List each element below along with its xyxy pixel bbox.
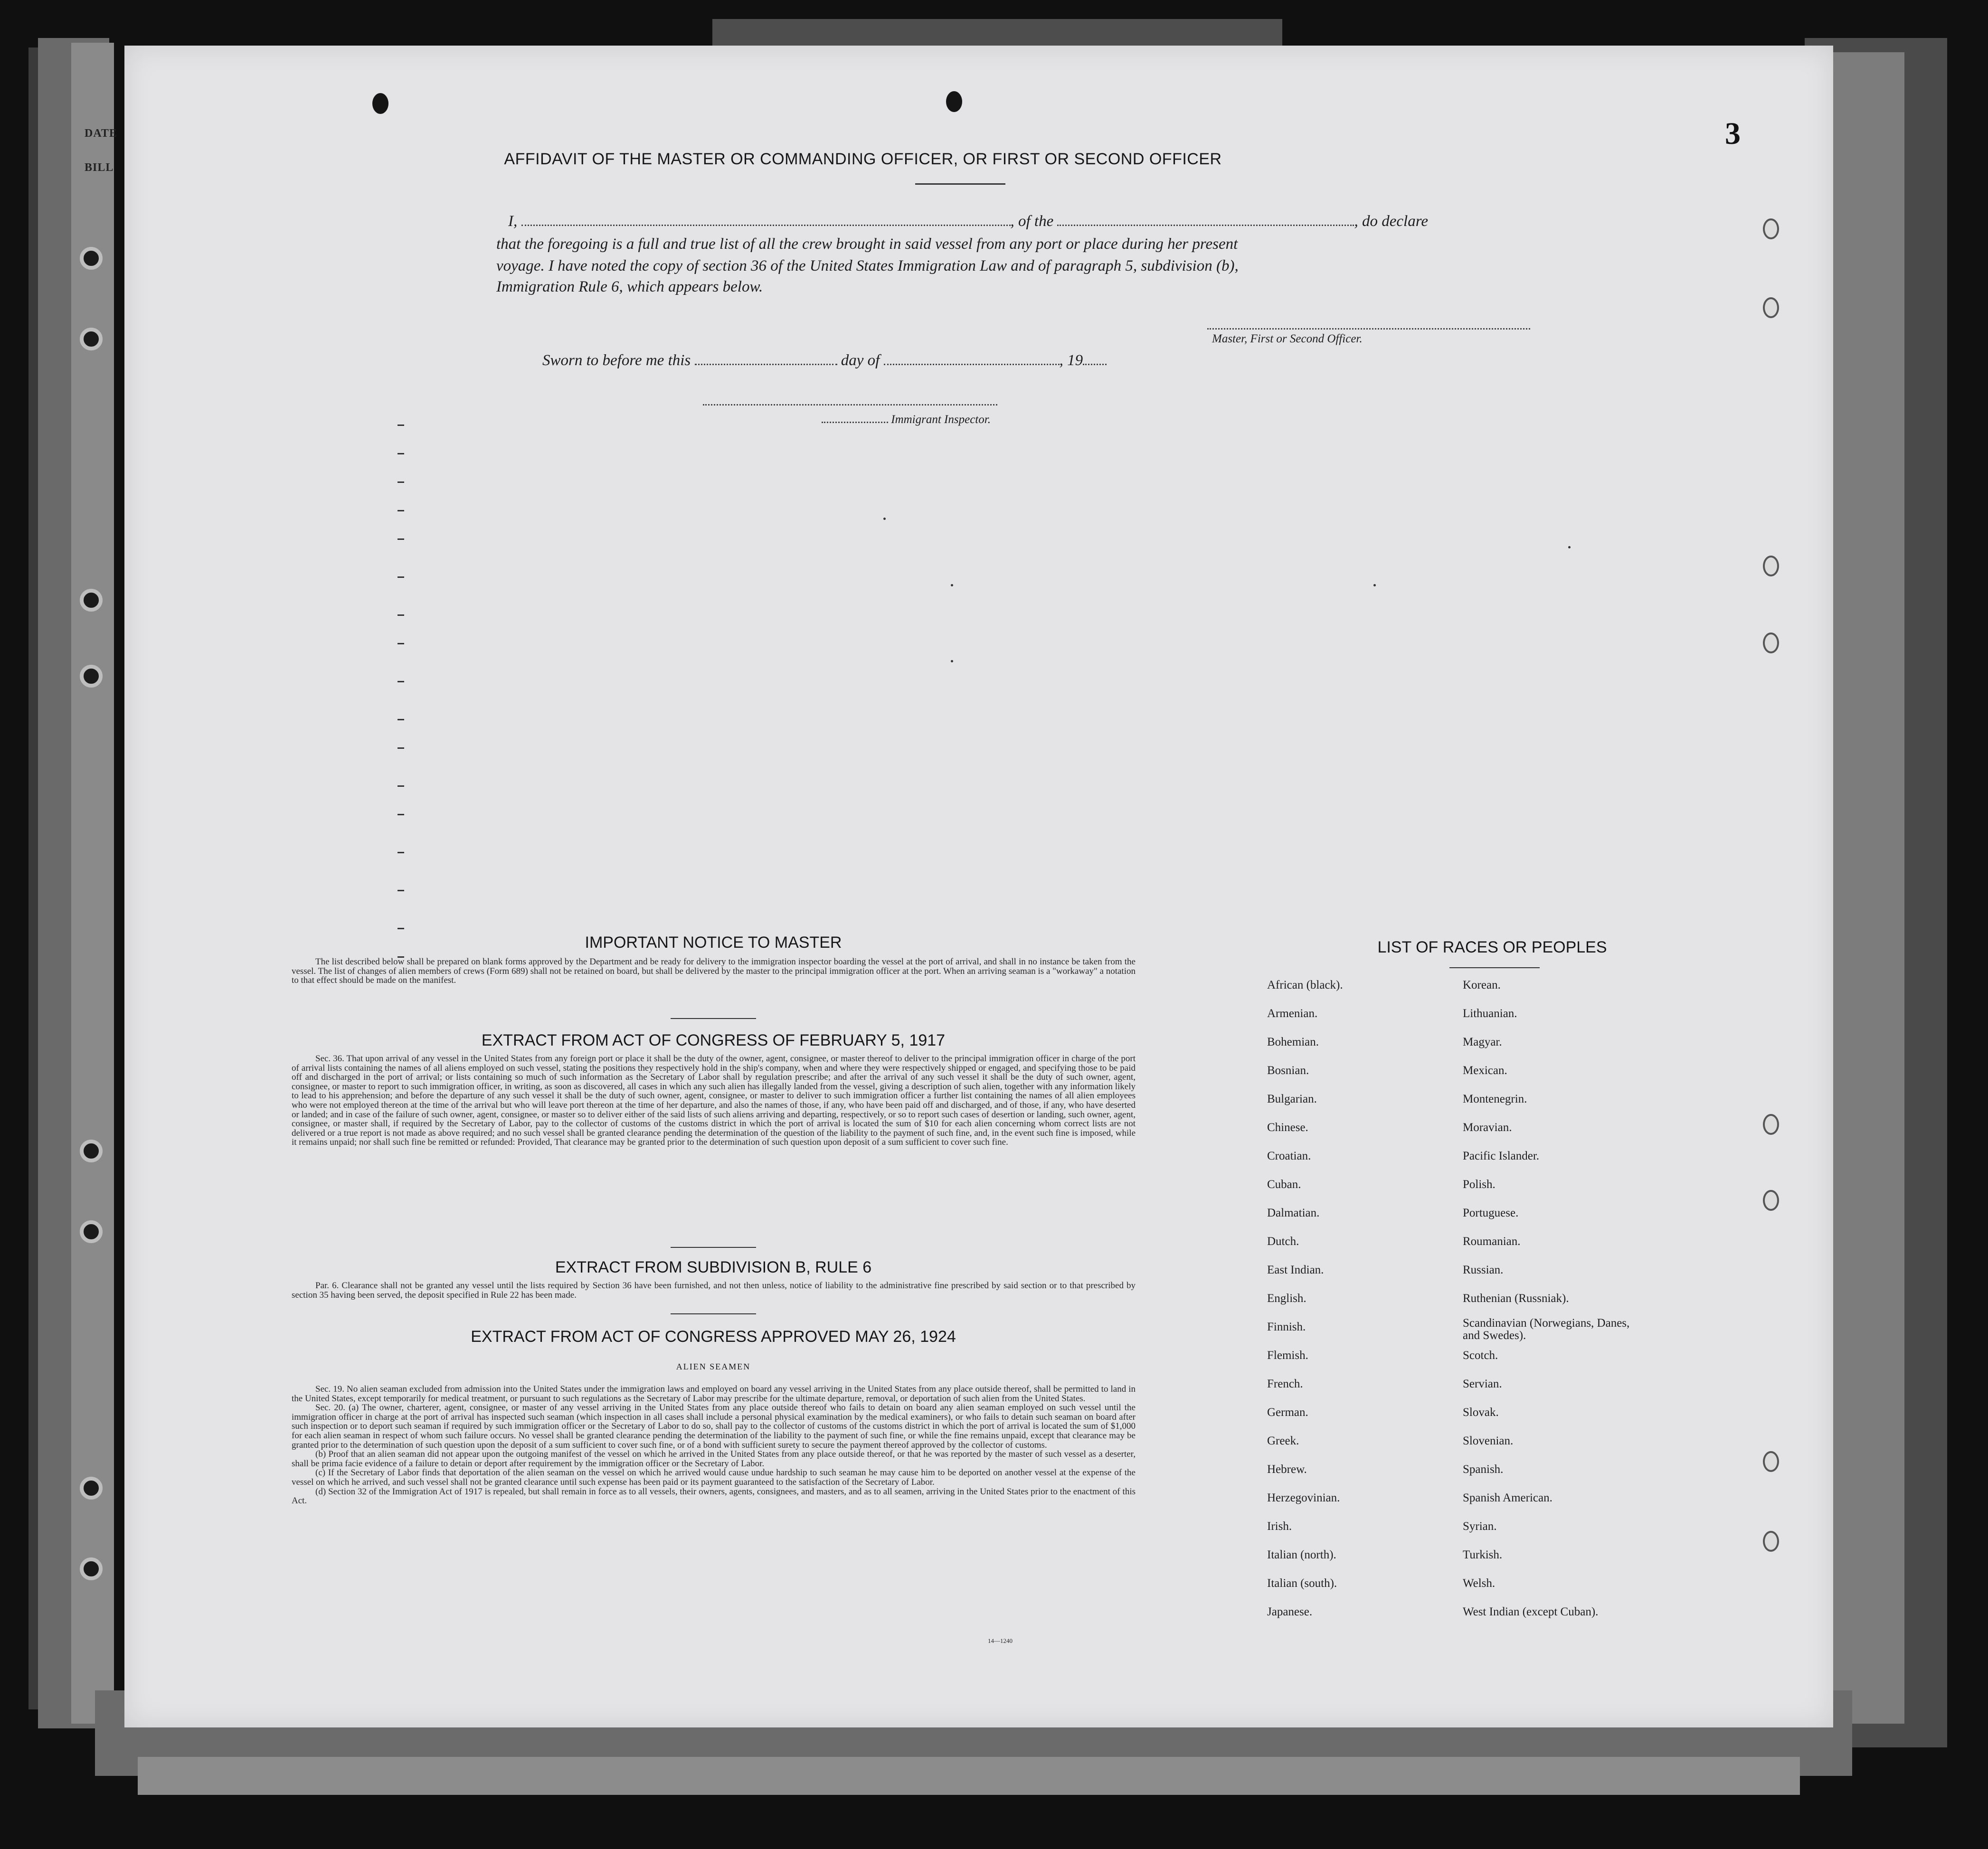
margin-tick <box>398 928 404 929</box>
race-item: Japanese. <box>1267 1605 1313 1618</box>
section-19: Sec. 19. No alien seaman excluded from admission into the United States under the immigration laws and employed on board any vessel arriving in the United States from any place outside thereof, shall be permitted to land in the United States, except temporarily for medical treatment, or pursuant to such regulations as the Secretary of Labor may prescribe for the ultimate departure, removal, or deportation of such alien from the United States. <box>292 1384 1136 1404</box>
race-item: Armenian. <box>1267 1007 1318 1020</box>
extract-1917-title: EXTRACT FROM ACT OF CONGRESS OF FEBRUARY 5, 1917 <box>481 1031 946 1049</box>
section-rule <box>671 1018 756 1019</box>
race-item: Flemish. <box>1267 1349 1308 1362</box>
paper-speck <box>951 584 953 586</box>
binder-ring-icon <box>80 1557 103 1580</box>
race-item: Italian (north). <box>1267 1548 1336 1561</box>
margin-tick <box>398 576 404 578</box>
punch-hole-icon <box>372 93 388 114</box>
race-item: Spanish. <box>1463 1463 1504 1476</box>
sworn-year-blank[interactable] <box>1083 363 1107 365</box>
margin-tick <box>398 614 404 616</box>
of-the-label: , of the <box>1010 213 1054 230</box>
reinforcement-ring-icon <box>1763 1114 1779 1135</box>
binder-ring-icon <box>80 589 103 612</box>
race-item: Irish. <box>1267 1520 1292 1533</box>
margin-tick <box>398 681 404 682</box>
extract-1924-text <box>292 1385 1136 1506</box>
race-item: Montenegrin. <box>1463 1093 1527 1105</box>
declarant-prefix: I, <box>508 213 518 230</box>
notice-title: IMPORTANT NOTICE TO MASTER <box>585 934 842 952</box>
binder-ring-icon <box>80 247 103 270</box>
races-rule <box>1449 967 1540 968</box>
race-item: Turkish. <box>1463 1548 1503 1561</box>
race-item: Finnish. <box>1267 1321 1306 1333</box>
reinforcement-ring-icon <box>1763 297 1779 318</box>
underlying-page-left-inner <box>71 43 114 1724</box>
race-item: East Indian. <box>1267 1264 1324 1276</box>
underlying-page-right-inner <box>1824 52 1904 1724</box>
race-item: Herzegovinian. <box>1267 1491 1340 1504</box>
race-item: Slovenian. <box>1463 1434 1514 1447</box>
race-item: Scotch. <box>1463 1349 1498 1362</box>
binder-ring-icon <box>80 1220 103 1243</box>
section-20b: (b) Proof that an alien seaman did not appear upon the outgoing manifest of the vessel on which he arrived in the United States from any place outside thereof, or that he was reported by the master of such vessel as a deserter, shall be prima facie evidence of a failure to detain or deport after requirement by the immigration officer or the Secretary of Labor. <box>292 1449 1136 1469</box>
margin-tick <box>398 747 404 749</box>
race-item: Bulgarian. <box>1267 1093 1317 1105</box>
paper-speck <box>951 660 953 662</box>
notice-text: The list described below shall be prepared on blank forms approved by the Department and be ready for delivery to the immigration inspector boarding the vessel at the port of arrival, and shall in no instance be taken from the vessel. The list of changes of alien members of crews (Form 689) shall not be retained on board, but shall be delivered by the master to the principal immigration officer at the port. When an arriving seaman is a "workaway" a notation to that effect should be made on the manifest. <box>292 957 1136 986</box>
binder-ring-icon <box>80 1477 103 1500</box>
reinforcement-ring-icon <box>1763 1451 1779 1472</box>
race-item: English. <box>1267 1292 1306 1305</box>
inspector-dotted-lead <box>822 421 888 423</box>
inspector-line <box>822 413 991 426</box>
reinforcement-ring-icon <box>1763 1531 1779 1552</box>
race-item: Ruthenian (Russniak). <box>1463 1292 1569 1305</box>
side-label-date: DATE <box>85 127 117 140</box>
race-item: Dalmatian. <box>1267 1207 1320 1219</box>
race-item: Bohemian. <box>1267 1036 1319 1048</box>
master-signature-label: Master, First or Second Officer. <box>1212 332 1363 345</box>
affidavit-line-1 <box>508 213 1428 230</box>
margin-tick <box>398 890 404 891</box>
sworn-day-blank[interactable] <box>695 363 837 365</box>
race-item: Greek. <box>1267 1434 1299 1447</box>
race-item: Croatian. <box>1267 1150 1311 1162</box>
day-of-label: day of <box>841 352 880 369</box>
race-item: Cuban. <box>1267 1178 1301 1191</box>
race-item: Russian. <box>1463 1264 1504 1276</box>
section-rule <box>671 1313 756 1314</box>
paper-speck <box>1373 584 1376 586</box>
race-item: African (black). <box>1267 979 1343 991</box>
race-item: West Indian (except Cuban). <box>1463 1605 1599 1618</box>
inspector-label: Immigrant Inspector. <box>891 413 991 426</box>
binder-ring-icon <box>80 328 103 350</box>
page-tab-number: 3 <box>1725 116 1741 151</box>
extract-1924-title: EXTRACT FROM ACT OF CONGRESS APPROVED MAY 26, 1924 <box>471 1328 956 1346</box>
race-item: Korean. <box>1463 979 1501 991</box>
reinforcement-ring-icon <box>1763 632 1779 653</box>
form-number: 14—1240 <box>988 1637 1013 1644</box>
race-item: Pacific Islander. <box>1463 1150 1540 1162</box>
race-item: Moravian. <box>1463 1121 1512 1134</box>
year-prefix-label: , 19 <box>1059 352 1083 369</box>
race-item: Mexican. <box>1463 1064 1507 1077</box>
margin-tick <box>398 510 404 511</box>
margin-tick <box>398 719 404 720</box>
side-label-bill: BILL <box>85 161 114 174</box>
margin-tick <box>398 538 404 540</box>
race-item: Syrian. <box>1463 1520 1497 1533</box>
declarant-name-blank[interactable] <box>521 224 1011 226</box>
document-page <box>124 46 1833 1727</box>
do-declare-label: , do declare <box>1354 213 1428 230</box>
section-20a: Sec. 20. (a) The owner, charterer, agent, consignee, or master of any vessel arriving in the United States from any place outside thereof who fails to detain on board any alien seaman employed on such vessel until the immigration officer in charge at the port of arrival has inspected such seaman (which inspection in all cases shall include a personal physical examination by the medical examiners), or who fails to detain such seaman on board after such inspection or to deport such seaman if required by such immigration officer or the Secretary of Labor to do so, shall pay to the collector of customs of the customs district in which the port of arrival is located the sum of $1,000 for each alien seaman in respect of whom such failure occurs. No vessel shall be granted clearance pending the determination of the liability to the payment of such fine, or while the fine remains unpaid, except that clearance may be granted prior to the determination of such question upon the deposit of a sum sufficient to cover such fine, or of a bond with sufficient surety to secure the payment thereof approved by the collector of customs. <box>292 1403 1136 1450</box>
section-rule <box>671 1247 756 1248</box>
race-item: Portuguese. <box>1463 1207 1519 1219</box>
punch-hole-icon <box>946 91 962 112</box>
race-item: Welsh. <box>1463 1577 1496 1590</box>
extract-rule6-title: EXTRACT FROM SUBDIVISION B, RULE 6 <box>555 1258 872 1276</box>
affidavit-line-2: that the foregoing is a full and true list of all the crew brought in said vessel from any port or place during her present <box>496 236 1238 253</box>
race-item: Italian (south). <box>1267 1577 1337 1590</box>
margin-tick <box>398 643 404 644</box>
master-signature-blank[interactable] <box>1207 328 1530 330</box>
margin-tick <box>398 814 404 815</box>
affidavit-line-3: voyage. I have noted the copy of section 36 of the United States Immigration Law and of paragraph 5, subdivision (b), <box>496 257 1239 274</box>
inspector-signature-blank[interactable] <box>703 404 997 406</box>
extract-1917-text: Sec. 36. That upon arrival of any vessel in the United States from any foreign port or place it shall be the duty of the owner, agent, consignee, or master thereof to deliver to the principal immigration officer in charge of the port of arrival lists containing the names of all aliens employed on such vessel, stating the positions they respectively hold in the ship's company, when and where they were respectively shipped or engaged, and specifying those to be paid off and discharged in the port of arrival; or lists containing so much of such information as the Secretary of Labor shall by regulation prescribe; and after the arrival of any such vessel it shall be the duty of such owner, agent, consignee, or master to report to such immigration officer, in writing, as soon as discovered, all cases in which any such alien has illegally landed from the vessel, giving a description of such alien, together with any information likely to lead to his apprehension; and before the departure of any such vessel it shall be the duty of such owner, agent, consignee, or master to deliver to such immigration officer a further list containing the names of all alien employees who were not employed thereon at the time of the arrival but who will leave port thereon at the time of her departure, and also the names of those, if any, who have been paid off and discharged, and of those, if any, who have deserted or landed; and in case of the failure of such owner, agent, consignee, or master so to deliver either of the said lists of such aliens arriving and departing, respectively, or so to report such cases of desertion or landing, such owner, agent, consignee, or master shall, if required by the Secretary of Labor, pay to the collector of customs of the customs district in which the port of arrival is located the sum of $10 for each alien concerning whom correct lists are not delivered or a true report is not made as above required; and no such vessel shall be granted clearance pending the determination of the question of the liability to the payment of such fine, and, in the event such fine is imposed, while it remains unpaid; nor shall such fine be remitted or refunded: Provided, That clearance may be granted prior to the determination of such question upon deposit of a sum sufficient to cover such fine. <box>292 1054 1136 1148</box>
sworn-label: Sworn to before me this <box>542 352 691 369</box>
margin-tick <box>398 481 404 483</box>
race-item: Lithuanian. <box>1463 1007 1517 1020</box>
race-item: French. <box>1267 1377 1303 1390</box>
section-20c: (c) If the Secretary of Labor finds that deportation of the alien seaman on the vessel on which he arrived would cause undue hardship to such seaman he may cause him to be deported on another vessel at the expense of the vessel on which he arrived, and such vessel shall not be granted clearance until such expense has been paid or its payment guaranteed to the satisfaction of the Secretary of Labor. <box>292 1468 1136 1487</box>
race-item: Slovak. <box>1463 1406 1499 1419</box>
races-title: LIST OF RACES OR PEOPLES <box>1377 938 1607 956</box>
race-item: Servian. <box>1463 1377 1502 1390</box>
extract-rule6-text: Par. 6. Clearance shall not be granted any vessel until the lists required by Section 36 have been furnished, and not then unless, notice of liability to the administrative fine prescribed by said section or to that prescribed by section 35 having been served, the deposit specified in Rule 22 has been made. <box>292 1281 1136 1300</box>
race-item: Chinese. <box>1267 1121 1308 1134</box>
margin-tick <box>398 453 404 454</box>
binder-ring-icon <box>80 665 103 688</box>
race-item: Hebrew. <box>1267 1463 1307 1476</box>
affidavit-line-4: Immigration Rule 6, which appears below. <box>496 278 763 295</box>
binder-ring-icon <box>80 1140 103 1162</box>
reinforcement-ring-icon <box>1763 556 1779 576</box>
sworn-month-blank[interactable] <box>884 363 1060 365</box>
race-item: Dutch. <box>1267 1235 1299 1248</box>
vessel-name-blank[interactable] <box>1057 224 1354 226</box>
race-item: German. <box>1267 1406 1308 1419</box>
alien-seamen-subtitle: ALIEN SEAMEN <box>676 1362 751 1371</box>
title-rule <box>915 183 1005 185</box>
race-item: Spanish American. <box>1463 1491 1553 1504</box>
underlying-page-bottom-lower <box>138 1757 1800 1795</box>
affidavit-title: AFFIDAVIT OF THE MASTER OR COMMANDING OFFICER, OR FIRST OR SECOND OFFICER <box>504 150 1222 168</box>
race-item: Scandinavian (Norwegians, Danes, and Swedes). <box>1463 1317 1630 1342</box>
reinforcement-ring-icon <box>1763 218 1779 239</box>
paper-speck <box>1568 546 1571 548</box>
margin-tick <box>398 785 404 787</box>
margin-tick <box>398 852 404 853</box>
margin-tick <box>398 425 404 426</box>
reinforcement-ring-icon <box>1763 1190 1779 1211</box>
paper-speck <box>883 518 886 520</box>
race-item: Roumanian. <box>1463 1235 1521 1248</box>
race-item: Magyar. <box>1463 1036 1502 1048</box>
race-item: Polish. <box>1463 1178 1496 1191</box>
sworn-line <box>542 352 1107 369</box>
race-item: Bosnian. <box>1267 1064 1309 1077</box>
section-20d: (d) Section 32 of the Immigration Act of 1917 is repealed, but shall remain in force as to all vessels, their owners, agents, consignees, and masters, and as to all seamen, arriving in the United States prior to the enactment of this Act. <box>292 1486 1136 1506</box>
